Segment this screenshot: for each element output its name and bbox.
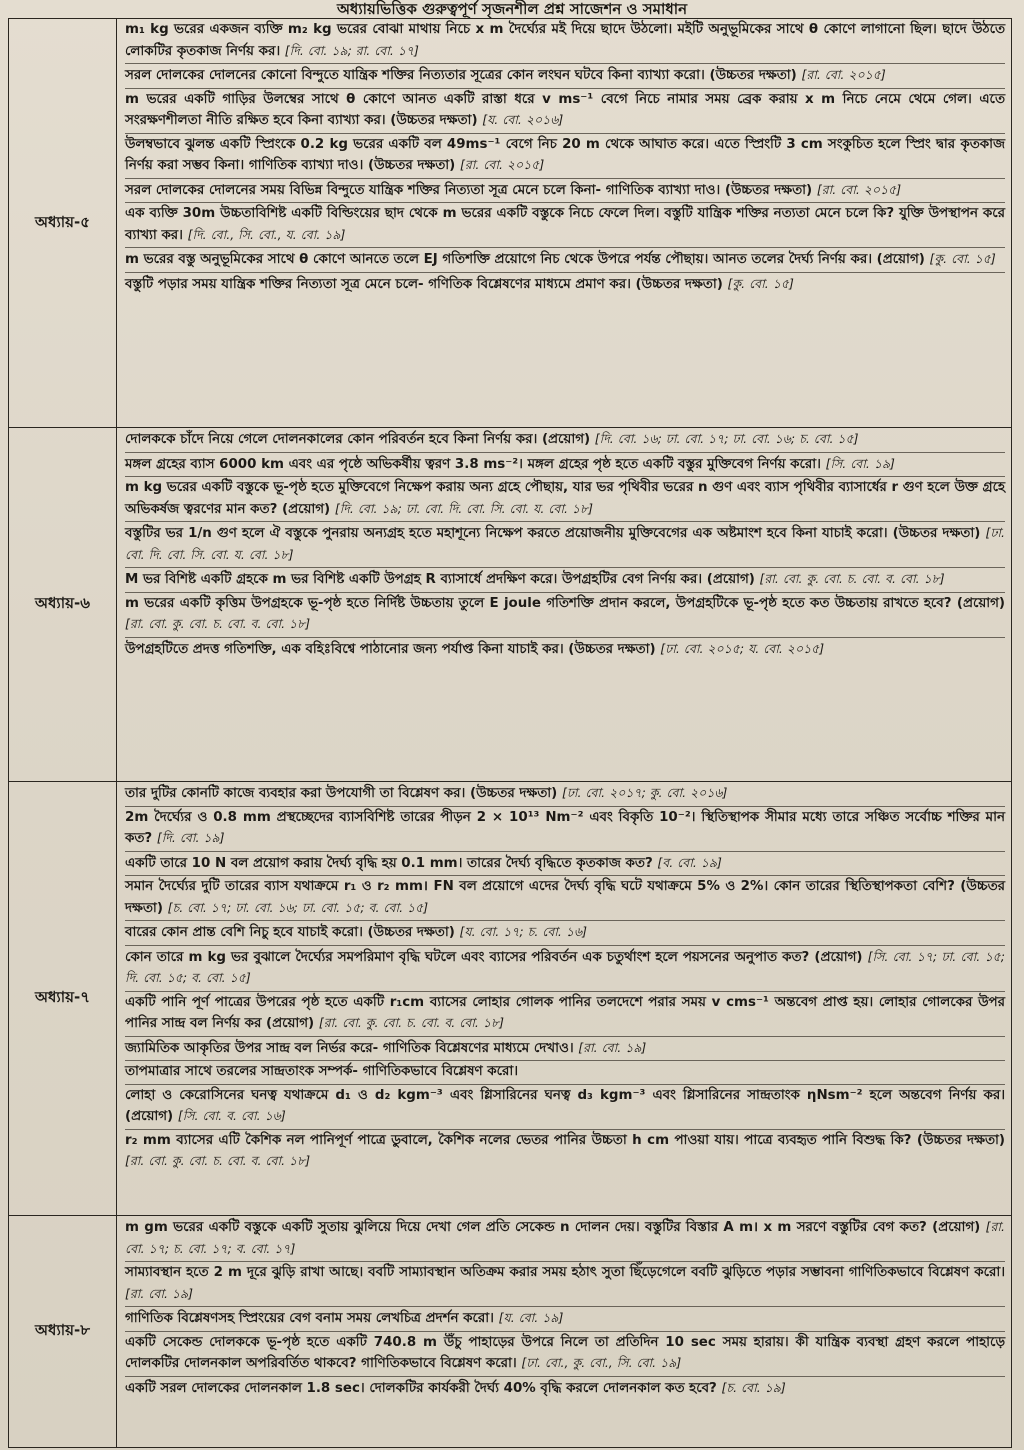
question-text: একটি সরল দোলকের দোলনকাল 1.8 sec। দোলকটির কার্যকরী দৈর্ঘ্য 40% বৃদ্ধি করলে দোলনকাল কত হবে? (125, 1380, 717, 1396)
chapter-questions (117, 782, 1011, 1216)
question-text: উপগ্রহটিতে প্রদত্ত গতিশক্তি, এক বহিঃবিশ্বে পাঠানোর জন্য পর্যাপ্ত কিনা যাচাই কর। (উচ্চতর দক্ষতা) (125, 641, 656, 657)
board-reference: [ঢা. বো. দি. বো. সি. বো. য. বো. ১৮] (125, 525, 1005, 562)
chapter-questions (117, 19, 1011, 428)
question-text: m kg ভরের একটি বস্তুকে ভূ-পৃষ্ঠ হতে মুক্তিবেগে নিক্ষেপ করায় অন্য গ্রহে পৌছায়, যার ভর পৃথিবীর ভরের n গুণ এবং ব্যাস পৃথিবীর ব্যাসার্ধের r গুণ হলে উক্ত গ্রহে অভিকর্ষজ ত্বরণের মান কত? (প্রয়োগ) (125, 480, 1005, 517)
question-item (125, 1377, 1005, 1401)
chapter-label: অধ্যায়-৮ (9, 1216, 117, 1447)
question-text: সাম্যাবস্থান হতে 2 m দূরে ঝুড়ি রাখা আছে। ববটি সাম্যাবস্থান অতিক্রম করার সময় হঠাৎ সুতা ছিঁড়েগেলে ববটি ঝুড়িতে পড়ার সম্ভাবনা গাণিতিকভাবে বিশ্লেষণ করো। (125, 1265, 1005, 1280)
board-reference: [য. বো. ২০১৬] (482, 112, 564, 127)
question-item (125, 921, 1005, 946)
board-reference: [ঢা. বো. ২০১৫; য. বো. ২০১৫] (660, 640, 825, 656)
question-text: সমান দৈর্ঘ্যের দুটি তারের ব্যাস যথাক্রমে r₁ ও r₂ mm। FN বল প্রয়োগে এদের দৈর্ঘ্য বৃদ্ধি ঘটে যথাক্রমে 5% ও 2%। কোন তারের স্থিতিস্থাপকতা বেশি? (উচ্চতর দক্ষতা) (125, 879, 1005, 916)
question-item (125, 946, 1005, 992)
question-text: লোহা ও কেরোসিনের ঘনত্ব যথাক্রমে d₁ ও d₂ kgm⁻³ এবং গ্লিসারিনের ঘনত্ব d₃ kgm⁻³ এবং গ্লিসারিনের সান্দ্রতাংক ηNsm⁻² হলে অন্তবেগ নির্ণয় কর। (প্রয়োগ) (125, 1087, 1005, 1124)
board-reference: [ঢা. বো. ২০১৭; কু. বো. ২০১৬] (561, 785, 728, 800)
question-text: বারের কোন প্রান্ত বেশি নিচু হবে যাচাই করো। (উচ্চতর দক্ষতা) (125, 925, 455, 940)
question-item (125, 1061, 1005, 1085)
question-item (125, 179, 1005, 204)
question-item (125, 89, 1005, 134)
board-reference: [রা. বো. ২০১৫] (459, 157, 545, 172)
question-text: একটি তারে 10 N বল প্রয়োগ করায় দৈর্ঘ্য বৃদ্ধি হয় 0.1 mm। তারের দৈর্ঘ্য বৃদ্ধিতে কৃতকাজ কত? (125, 855, 653, 871)
question-table (8, 18, 1012, 1448)
question-item (125, 593, 1005, 638)
question-text: সরল দোলকের দোলনের কোনো বিন্দুতে যান্ত্রিক শক্তির নিত্যতার সূত্রের কোন লংঘন ঘটবে কিনা ব্যাখ্যা করো। (উচ্চতর দক্ষতা) (125, 68, 797, 83)
chapter-questions (117, 428, 1011, 782)
question-text: একটি পানি পূর্ণ পাত্রের উপরের পৃষ্ঠ হতে একটি r₁cm ব্যাসের লোহার গোলক পানির তলদেশে পরার সময় v cms⁻¹ অন্তবেগ প্রাপ্ত হয়। লোহার গোলকের উপর পানির সান্দ্র বল নির্ণয় কর (প্রয়োগ) (125, 994, 1005, 1031)
question-text: m ভরের বস্তু অনুভূমিকের সাথে θ কোণে আনতে তলে EJ গতিশক্তি প্রয়োগে নিচ থেকে উপরে পর্যন্ত পৌছায়। আনত তলের দৈর্ঘ্য নির্ণয় কর। (প্রয়োগ) (125, 252, 925, 267)
board-reference: [রা. বো. ১৭; চ. বো. ১৭; ব. বো. ১৭] (125, 1219, 1005, 1256)
board-reference: [চ. বো. ১৭; ঢা. বো. ১৬; ঢা. বো. ১৫; ব. বো. ১৫] (167, 899, 429, 915)
question-item (125, 203, 1005, 248)
question-item (125, 19, 1005, 64)
question-text: বস্তুটির ভর 1/n গুণ হলে ঐ বস্তুকে পুনরায় অন্যগ্রহ হতে মহাশূন্যে নিক্ষেপ করতে প্রয়োজনীয় মুক্তিবেগের এক অষ্টমাংশ হবে কিনা যাচাই করো। (উচ্চতর দক্ষতা) (125, 526, 981, 541)
board-reference: [সি. বো. ১৯] (825, 455, 895, 471)
board-reference: [দি. বো., সি. বো., য. বো. ১৯] (187, 226, 346, 242)
page-header: অধ্যায়ভিত্তিক গুরুত্বপূর্ণ সৃজনশীল প্রশ্ন সাজেশন ও সমাধান (336, 0, 688, 18)
question-item (125, 1216, 1005, 1262)
chapter-questions (117, 1216, 1011, 1447)
question-text: বস্তুটি পড়ার সময় যান্ত্রিক শক্তির নিত্যতা সূত্র মেনে চলে- গণিতিক বিশ্লেষণের মাধ্যমে প্রমাণ কর। (উচ্চতর দক্ষতা) (125, 276, 723, 292)
question-item (125, 568, 1005, 593)
question-text: একটি সেকেন্ড দোলককে ভূ-পৃষ্ঠ হতে একটি 740.8 m উঁচু পাহাড়ের উপরে নিলে তা প্রতিদিন 10 sec সময় হারায়। কী যান্ত্রিক ব্যবস্থা গ্রহণ করলে পাহাড়ে দোলকটির দোলনকাল অপরিবর্তিত থাকবে? গাণিতিকভাবে বিশ্লেষণ করো। (125, 1334, 1005, 1371)
board-reference: [দি. বো. ১৯] (156, 830, 225, 845)
board-reference: [ঢা. বো., কু. বো., সি. বো. ১৯] (521, 1355, 682, 1370)
chapter-label: অধ্যায়-৭ (9, 782, 117, 1216)
question-text: তার দুটির কোনটি কাজে ব্যবহার করা উপযোগী তা বিশ্লেষণ কর। (উচ্চতর দক্ষতা) (125, 786, 558, 801)
question-text: M ভর বিশিষ্ট একটি গ্রহকে m ভর বিশিষ্ট একটি উপগ্রহ R ব্যাসার্ধে প্রদক্ষিণ করে। উপগ্রহটির বেগ নির্ণয় কর। (প্রয়োগ) (125, 572, 755, 587)
question-item (125, 1085, 1005, 1130)
question-item (125, 782, 1005, 807)
board-reference: [চ. বো. ১৯] (721, 1379, 786, 1395)
board-reference: [রা. বো. ২০১৫] (816, 181, 902, 197)
question-text: r₂ mm ব্যাসের এটি কৈশিক নল পানিপূর্ণ পাত্রে ডুবালে, কৈশিক নলের ভেতর পানির উচ্চতা h cm পাওয়া যায়। পাত্রে ব্যবহৃত পানি বিশুদ্ধ কি? (উচ্চতর দক্ষতা) (125, 1132, 1005, 1148)
board-reference: [দি. বো. ১৯; ঢা. বো. দি. বো. সি. বো. য. বো. ১৮] (334, 500, 593, 516)
board-reference: [রা. বো. কু. বো. চ. বো. ব. বো. ১৮] (125, 1153, 311, 1168)
question-text: m ভরের একটি কৃত্তিম উপগ্রহকে ভূ-পৃষ্ঠ হতে নির্দিষ্ট উচ্চতায় তুলে E joule গতিশক্তি প্রদান করলে, উপগ্রহটিকে ভূ-পৃষ্ঠ হতে কত উচ্চতায় রাখতে হবে? (প্রয়োগ) (125, 595, 1005, 611)
question-item (125, 273, 1005, 297)
question-item (125, 453, 1005, 478)
question-text: উলম্বভাবে ঝুলন্ত একটি স্প্রিংকে 0.2 kg ভরের একটি বল 49ms⁻¹ বেগে নিচ 20 m থেকে আঘাত করে। এতে স্প্রিংটি 3 cm সংকুচিত হলে স্প্রিং দ্বার কৃতকাজ নির্ণয় করা সম্ভব কিনা। গাণিতিক ব্যাখ্যা দাও। (উচ্চতর দক্ষতা) (125, 136, 1005, 173)
board-reference: [দি. বো. ১৯; রা. বো. ১৭] (284, 42, 419, 58)
question-text: দোলককে চাঁদে নিয়ে গেলে দোলনকালের কোন পরিবর্তন হবে কিনা নির্ণয় কর। (প্রয়োগ) (125, 432, 591, 447)
question-item (125, 477, 1005, 522)
question-text: তাপমাত্রার সাথে তরলের সান্দ্রতাংক সম্পর্ক- গাণিতিকভাবে বিশ্লেষণ করো। (125, 1064, 519, 1079)
board-reference: [দি. বো. ১৬; ঢা. বো. ১৭; ঢা. বো. ১৬; চ. বো. ১৫] (594, 431, 859, 446)
question-item (125, 1332, 1005, 1377)
board-reference: [রা. বো. ২০১৫] (801, 67, 886, 82)
board-reference: [কু. বো. ১৫] (727, 275, 794, 291)
board-reference: [রা. বো. ১৯] (578, 1039, 647, 1055)
question-item (125, 1037, 1005, 1062)
question-text: m ভরের একটি গাড়ির উলম্বের সাথে θ কোণে আনত একটি রাস্তা ধরে v ms⁻¹ বেগে নিচে নামার সময় ব্রেক করায় x m নিচে নেমে থেমে গেল। এতে সংরক্ষণশীলতা নীতি রক্ষিত হবে কিনা ব্যাখ্যা কর। (উচ্চতর দক্ষতা) (125, 91, 1005, 128)
question-text: m gm ভরের একটি বস্তুকে একটি সুতায় ঝুলিয়ে দিয়ে দেখা গেল প্রতি সেকেন্ড n দোলন দেয়। বস্তুটির বিস্তার A m। x m সরণে বস্তুটির বেগ কত? (প্রয়োগ) (125, 1220, 981, 1235)
question-item (125, 1262, 1005, 1307)
question-item (125, 248, 1005, 273)
board-reference: [সি. বো. ব. বো. ১৬] (177, 1108, 286, 1123)
question-item (125, 852, 1005, 877)
question-item (125, 134, 1005, 179)
board-reference: [রা. বো. কু. বো. চ. বো. ব. বো. ১৮] (759, 571, 945, 586)
question-item (125, 522, 1005, 568)
question-text: এক ব্যক্তি 30m উচ্চতাবিশিষ্ট একটি বিল্ডিংয়ের ছাদ থেকে m ভরের একটি বস্তুকে নিচে ফেলে দিল। বস্তুটি যান্ত্রিক শক্তির নত্যতা মেনে চলে কি? যুক্তি উপস্থাপন করে ব্যাখ্যা কর। (125, 206, 1005, 243)
chapter-label: অধ্যায়-৫ (9, 19, 117, 428)
question-text: 2m দৈর্ঘ্যের ও 0.8 mm প্রস্থচ্ছেদের ব্যাসবিশিষ্ট তারের পীড়ন 2 × 10¹³ Nm⁻² এবং বিকৃতি 10⁻²। স্থিতিস্থাপক সীমার মধ্যে তারে সঞ্চিত সর্বোচ্চ শক্তির মান কত? (125, 809, 1005, 846)
board-reference: [য. বো. ১৭; চ. বো. ১৬] (459, 924, 587, 939)
chapter-label: অধ্যায়-৬ (9, 428, 117, 782)
board-reference: [কু. বো. ১৫] (929, 251, 996, 266)
board-reference: [রা. বো. ১৯] (125, 1285, 194, 1301)
question-text: সরল দোলকের দোলনের সময় বিভিন্ন বিন্দুতে যান্ত্রিক শক্তির নিত্যতা সূত্র মেনে চলে কিনা- গাণিতিক ব্যাখ্যা দাও। (উচ্চতর দক্ষতা) (125, 182, 813, 198)
question-text: মঙ্গল গ্রহের ব্যাস 6000 km এবং এর পৃষ্ঠে অভিকর্ষীয় ত্বরণ 3.8 ms⁻²। মঙ্গল গ্রহের পৃষ্ঠ হতে একটি বস্তুর মুক্তিবেগ নির্ণয় করো। (125, 456, 821, 472)
board-reference: [ব. বো. ১৯] (657, 854, 722, 870)
board-reference: [সি. বো. ১৭; ঢা. বো. ১৫; দি. বো. ১৫; ব. বো. ১৫] (125, 948, 1005, 985)
question-text: m₁ kg ভরের একজন ব্যক্তি m₂ kg ভরের বোঝা মাথায় নিচে x m দৈর্ঘ্যের মই দিয়ে ছাদে উঠলো। মইটি অনুভূমিকের সাথে θ কোণে লাগানো ছিল। ছাদে উঠতে লোকটির কৃতকাজ নির্ণয় কর। (125, 22, 1005, 59)
question-text: কোন তারে m kg ভর বুঝালে দৈর্ঘ্যের সমপরিমাণ বৃদ্ধি ঘটলে এবং ব্যাসের পরিবর্তন এক চতুর্থাংশ হলে পয়সনের অনুপাত কত? (প্রয়োগ) (125, 949, 863, 965)
question-item (125, 428, 1005, 453)
board-reference: [রা. বো. কু. বো. চ. বো. ব. বো. ১৮] (125, 616, 311, 631)
board-reference: [রা. বো. কু. বো. চ. বো. ব. বো. ১৮] (318, 1015, 504, 1030)
question-item (125, 638, 1005, 662)
question-text: গাণিতিক বিশ্লেষণসহ স্প্রিংয়ের বেগ বনাম সময় লেখচিত্র প্রদর্শন করো। (125, 1311, 494, 1326)
question-item (125, 876, 1005, 921)
question-item (125, 1130, 1005, 1174)
question-item (125, 1307, 1005, 1332)
question-item (125, 64, 1005, 89)
question-item (125, 807, 1005, 852)
board-reference: [য. বো. ১৯] (498, 1310, 564, 1325)
question-text: জ্যামিতিক আকৃতির উপর সান্দ্র বল নির্ভর করে- গাণিতিক বিশ্লেষণের মাধ্যমে দেখাও। (125, 1040, 574, 1056)
question-item (125, 992, 1005, 1037)
